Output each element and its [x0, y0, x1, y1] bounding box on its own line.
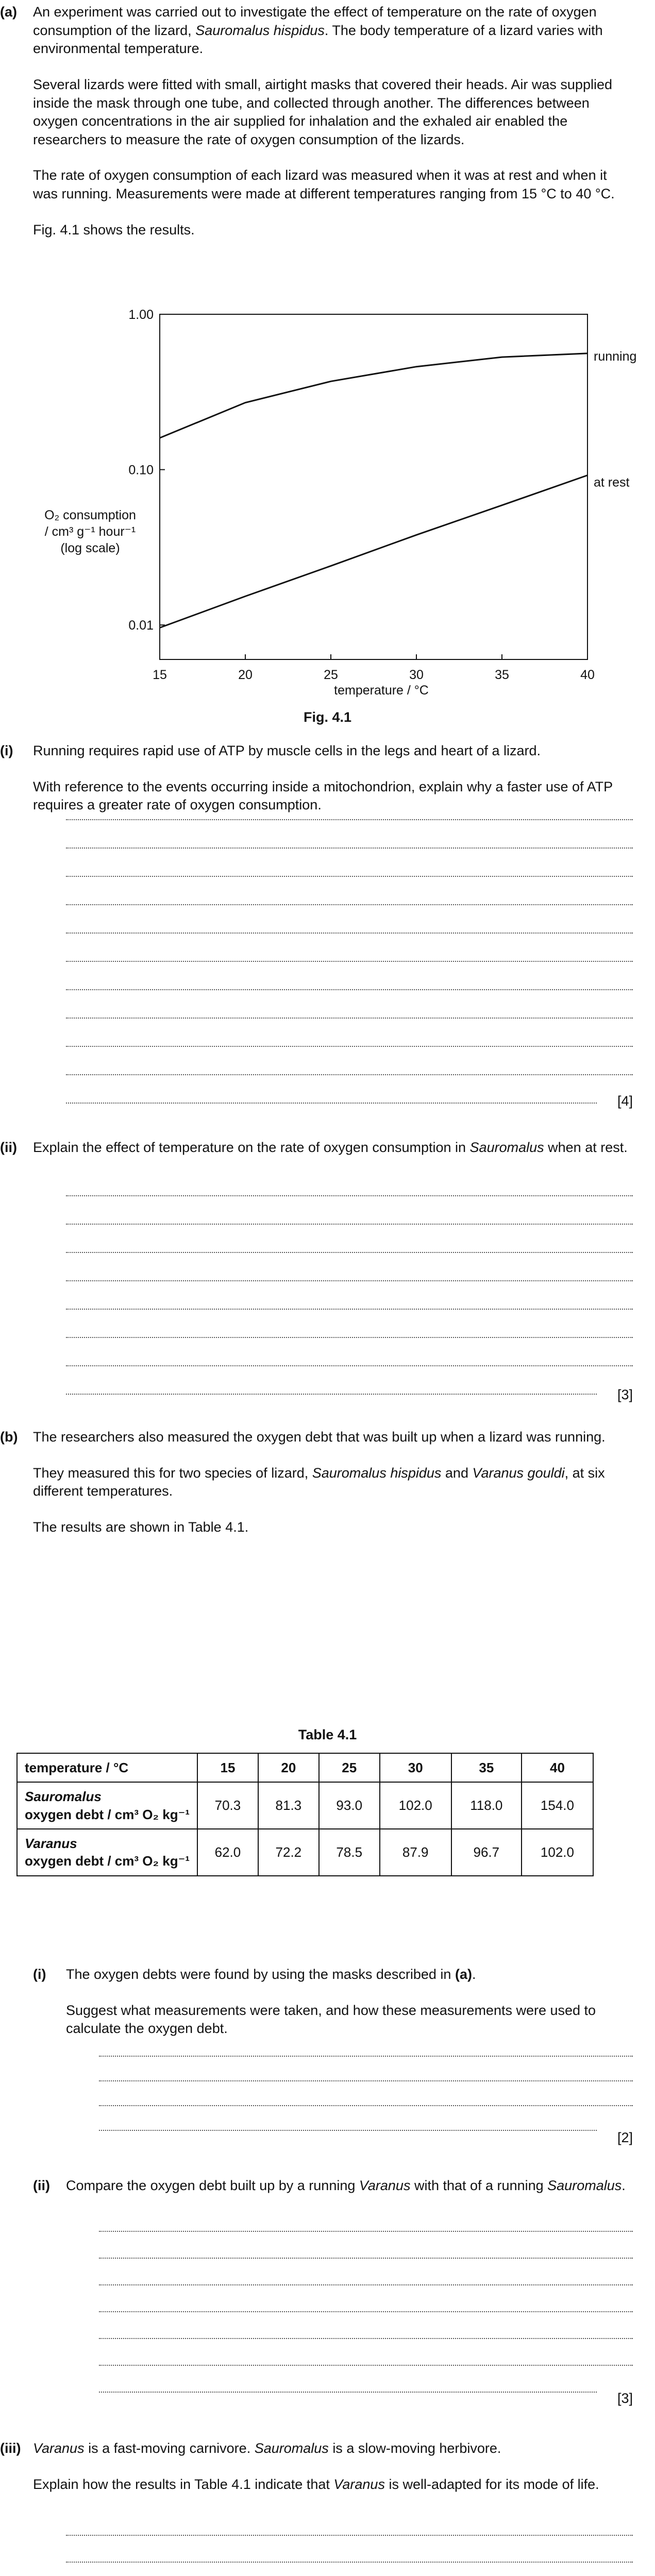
x-tick-label: 40 [580, 668, 595, 682]
answer-line[interactable] [66, 1337, 633, 1338]
answer-line[interactable] [99, 2365, 633, 2366]
row-header: Varanus oxygen debt / cm³ O₂ kg⁻¹ [17, 1829, 197, 1876]
question-label: (ii) [0, 1140, 17, 1155]
series-line-running [160, 353, 587, 438]
answer-line[interactable] [99, 2258, 633, 2259]
value-cell: 87.9 [380, 1829, 451, 1876]
answer-line[interactable] [66, 961, 633, 962]
answer-line[interactable] [99, 2231, 633, 2232]
answer-line[interactable] [66, 1224, 633, 1225]
y-axis-label-3: (log scale) [60, 541, 120, 555]
answer-line[interactable] [99, 2105, 633, 2106]
marks-label: [4] [617, 1093, 633, 1109]
question-label: (i) [0, 743, 13, 758]
answer-line[interactable] [66, 989, 633, 990]
question-text: Running requires rapid use of ATP by muscle cells in the legs and heart of a lizard. [33, 743, 541, 758]
question-label: (b) [0, 1429, 18, 1445]
answer-line[interactable] [66, 1252, 633, 1253]
plot-area [160, 314, 587, 659]
answer-line[interactable] [99, 2130, 597, 2131]
answer-line[interactable] [66, 876, 633, 877]
answer-lines[interactable] [99, 2040, 633, 2148]
value-cell: 70.3 [197, 1782, 258, 1829]
series-line-at-rest [160, 476, 587, 628]
answer-line[interactable] [66, 819, 633, 820]
intro-paragraph-2: Several lizards were fitted with small, airtight masks that covered their heads. Air was supplied inside the mask through one tube, and collected through another. The differences between oxygen concentrations in the air supplied for inhalation and the exhaled air enabled the researchers to measure the rate of oxygen consumption of the lizards. [33, 76, 612, 147]
question-text: Suggest what measurements were taken, and how these measurements were used to calculate the oxygen debt. [66, 2002, 596, 2037]
intro-paragraph-4: Fig. 4.1 shows the results. [33, 222, 195, 238]
question-label: (iii) [0, 2441, 21, 2456]
value-cell: 118.0 [451, 1782, 522, 1829]
answer-line[interactable] [66, 1018, 633, 1019]
x-tick-label: 30 [409, 668, 424, 682]
x-tick-label: 15 [153, 668, 167, 682]
answer-line[interactable] [66, 1365, 633, 1366]
value-cell: 78.5 [319, 1829, 380, 1876]
x-axis-label: temperature / °C [334, 683, 429, 698]
temperature-cell: 35 [451, 1753, 522, 1782]
x-tick-label: 20 [238, 668, 253, 682]
table-caption: Table 4.1 [298, 1727, 357, 1742]
question-label: (a) [0, 4, 17, 20]
answer-lines[interactable] [66, 1180, 633, 1406]
value-cell: 96.7 [451, 1829, 522, 1876]
temperature-cell: 30 [380, 1753, 451, 1782]
table-row [17, 1829, 593, 1876]
temperature-cell: 25 [319, 1753, 380, 1782]
answer-lines[interactable] [66, 2519, 633, 2576]
answer-line[interactable] [66, 904, 633, 905]
series-label: running [594, 349, 637, 364]
intro-paragraph-3: The rate of oxygen consumption of each lizard was measured when it was at rest and when it was running. Measurements were made at different temperatures ranging from 15 °C to 40 °C. [33, 167, 615, 201]
answer-line[interactable] [99, 2311, 633, 2312]
temperature-cell: 15 [197, 1753, 258, 1782]
temperature-cell: 40 [522, 1753, 593, 1782]
table-header-label: temperature / °C [17, 1753, 197, 1782]
answer-line[interactable] [66, 1195, 633, 1196]
answer-line[interactable] [66, 1046, 633, 1047]
row-header: Sauromalus oxygen debt / cm³ O₂ kg⁻¹ [17, 1782, 197, 1829]
question-label: (ii) [33, 2178, 50, 2193]
answer-line[interactable] [66, 1394, 597, 1395]
x-tick-label: 35 [495, 668, 509, 682]
answer-line[interactable] [99, 2392, 597, 2393]
answer-line[interactable] [66, 2535, 633, 2536]
question-text: With reference to the events occurring inside a mitochondrion, explain why a faster use of ATP requires a greater rate of oxygen consumption. [33, 778, 613, 813]
series-label: at rest [594, 475, 630, 490]
answer-line[interactable] [99, 2338, 633, 2339]
marks-label: [3] [617, 1387, 633, 1402]
value-cell: 72.2 [258, 1829, 319, 1876]
question-text: Explain how the results in Table 4.1 indicate that Varanus is well-adapted for its mode of life. [33, 2476, 599, 2492]
question-text: Compare the oxygen debt built up by a running Varanus with that of a running Sauromalus. [66, 2178, 626, 2193]
value-cell: 93.0 [319, 1782, 380, 1829]
y-tick-label: 1.00 [128, 308, 154, 322]
oxygen-consumption-chart [0, 299, 655, 721]
table-header-row [17, 1753, 593, 1782]
question-text: The oxygen debts were found by using the masks described in (a). [66, 1967, 476, 1982]
answer-line[interactable] [99, 2080, 633, 2081]
marks-label: [3] [617, 2391, 633, 2406]
question-text: Explain the effect of temperature on the rate of oxygen consumption in Sauromalus when at rest. [33, 1140, 628, 1155]
question-text: The results are shown in Table 4.1. [33, 1519, 249, 1535]
answer-line[interactable] [66, 1074, 633, 1075]
value-cell: 81.3 [258, 1782, 319, 1829]
value-cell: 62.0 [197, 1829, 258, 1876]
oxygen-debt-table [16, 1753, 594, 1876]
answer-lines[interactable] [99, 2215, 633, 2409]
question-text: The researchers also measured the oxygen debt that was built up when a lizard was running. [33, 1429, 606, 1445]
answer-line[interactable] [66, 1280, 633, 1281]
value-cell: 102.0 [380, 1782, 451, 1829]
temperature-cell: 20 [258, 1753, 319, 1782]
answer-line[interactable] [66, 848, 633, 849]
y-tick-label: 0.10 [128, 463, 154, 478]
answer-line[interactable] [66, 2562, 633, 2563]
y-axis-label-1: O₂ consumption [44, 508, 136, 522]
question-text: They measured this for two species of lizard, Sauromalus hispidus and Varanus gouldi, at six different temperatures. [33, 1465, 605, 1499]
question-label: (i) [33, 1967, 46, 1982]
table-row [17, 1782, 593, 1829]
marks-label: [2] [617, 2130, 633, 2145]
question-body [33, 3, 631, 239]
answer-line[interactable] [99, 2284, 633, 2285]
answer-line[interactable] [66, 933, 633, 934]
value-cell: 102.0 [522, 1829, 593, 1876]
answer-line[interactable] [66, 1309, 633, 1310]
question-text: Varanus is a fast-moving carnivore. Sauromalus is a slow-moving herbivore. [33, 2441, 501, 2456]
y-tick-label: 0.01 [128, 618, 154, 633]
x-tick-label: 25 [324, 668, 338, 682]
answer-line[interactable] [66, 1103, 597, 1104]
answer-lines[interactable] [66, 804, 633, 1113]
value-cell: 154.0 [522, 1782, 593, 1829]
answer-line[interactable] [99, 2056, 633, 2057]
y-axis-label-2: / cm³ g⁻¹ hour⁻¹ [44, 524, 136, 539]
figure-caption: Fig. 4.1 [303, 709, 352, 725]
intro-paragraph-1: An experiment was carried out to investigate the effect of temperature on the rate of oxygen consumption of the lizard, Sauromalus hispidus. The body temperature of a lizard varies with environmental temperature. [33, 4, 603, 57]
